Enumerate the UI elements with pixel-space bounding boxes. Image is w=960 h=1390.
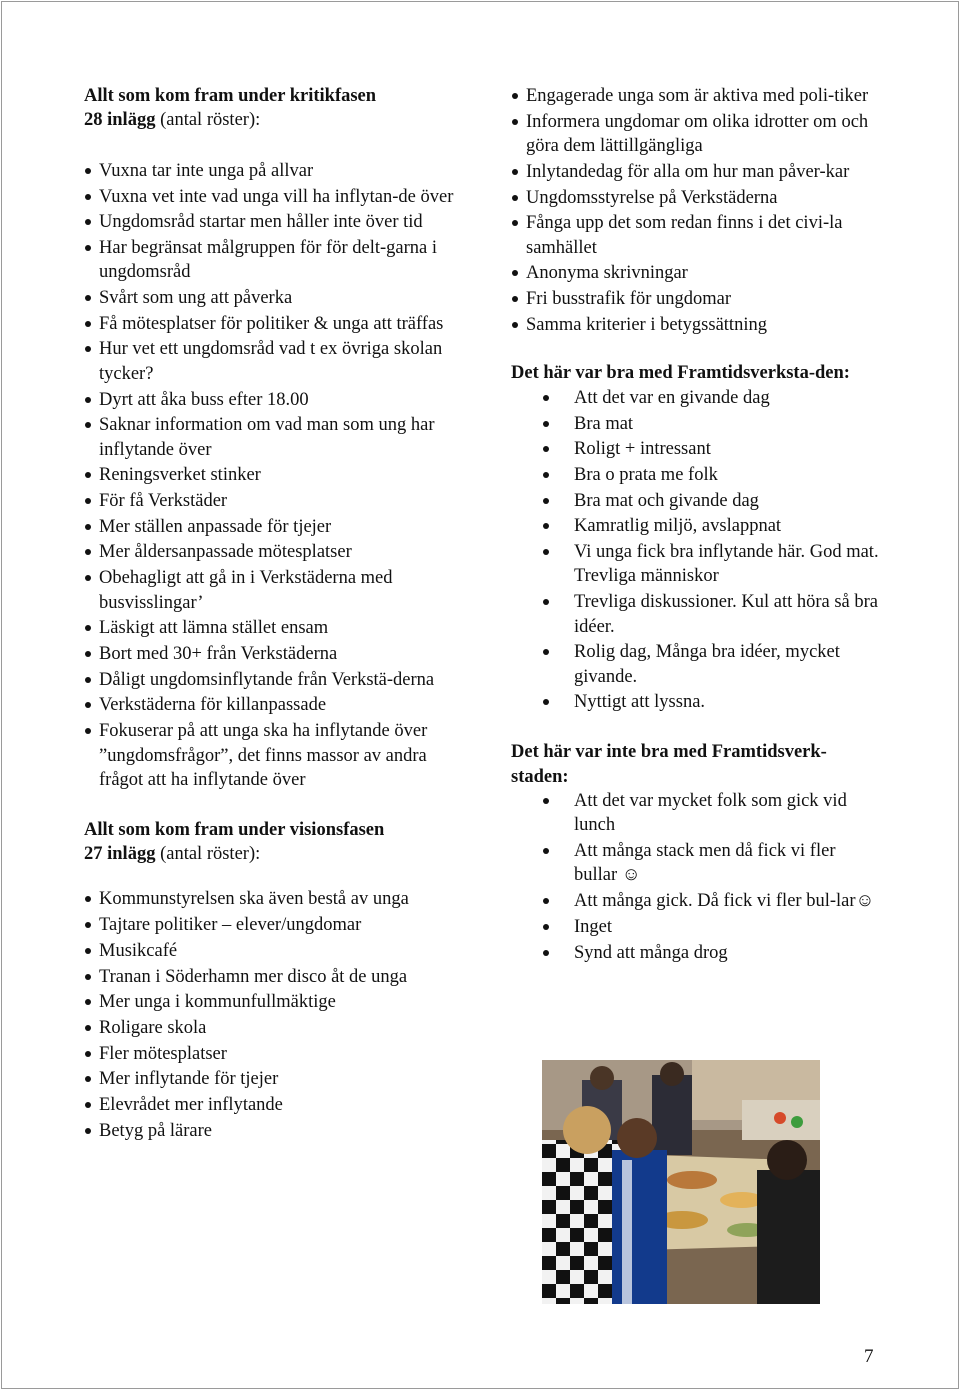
- critique-heading: Allt som kom fram under kritikfasen: [84, 86, 377, 106]
- critique-count: 28 inlägg (antal röster):: [84, 110, 261, 131]
- list-item: Roligt + intressant: [511, 437, 883, 461]
- list-item: Vuxna vet inte vad unga vill ha inflytan-de över: [84, 185, 456, 209]
- list-item: Hur vet ett ungdomsråd vad t ex övriga skolan tycker?: [84, 337, 456, 386]
- list-item: Bra mat: [511, 412, 883, 436]
- vision-heading: Allt som kom fram under visionsfasen: [84, 819, 385, 840]
- list-item: Mer inflytande för tjejer: [84, 1067, 456, 1091]
- list-item: Bra mat och givande dag: [511, 489, 883, 513]
- list-item: Samma kriterier i betygssättning: [511, 313, 883, 337]
- list-item: Att många gick. Då fick vi fler bul-lar☺: [511, 889, 883, 913]
- list-item: Att det var en givande dag: [511, 386, 883, 410]
- list-item: Att det var mycket folk som gick vid lunch: [511, 789, 883, 838]
- list-item: Fler mötesplatser: [84, 1042, 456, 1066]
- list-item: Kamratlig miljö, avslappnat: [511, 514, 883, 538]
- list-item: Trevliga diskussioner. Kul att höra så bra idéer.: [511, 590, 883, 639]
- list-item: Dåligt ungdomsinflytande från Verkstä-derna: [84, 668, 456, 692]
- list-item: Mer ställen anpassade för tjejer: [84, 515, 456, 539]
- bad-list: [511, 789, 883, 965]
- list-item: Obehagligt att gå in i Verkstäderna med busvisslingar’: [84, 566, 456, 615]
- list-item: Dyrt att åka buss efter 18.00: [84, 388, 456, 412]
- list-item: Mer åldersanpassade mötesplatser: [84, 540, 456, 564]
- list-item: Engagerade unga som är aktiva med poli-tiker: [511, 84, 883, 108]
- list-item: Fokuserar på att unga ska ha inflytande över ”ungdomsfrågor”, det finns massor av andra frågot att ha inflytande över: [84, 719, 456, 792]
- list-item: Läskigt att lämna stället ensam: [84, 616, 456, 640]
- good-list: [511, 386, 883, 715]
- list-item: Rolig dag, Många bra idéer, mycket givande.: [511, 640, 883, 689]
- list-item: Inget: [511, 915, 883, 939]
- event-photo: [542, 1060, 820, 1304]
- list-item: Roligare skola: [84, 1016, 456, 1040]
- list-item: Få mötesplatser för politiker & unga att träffas: [84, 312, 456, 336]
- page-number: 7: [864, 1346, 874, 1367]
- list-item: Att många stack men då fick vi fler bullar ☺: [511, 839, 883, 888]
- vision-count: 27 inlägg (antal röster):: [84, 844, 261, 865]
- list-item: Har begränsat målgruppen för för delt-garna i ungdomsråd: [84, 236, 456, 285]
- list-item: Fri busstrafik för ungdomar: [511, 287, 883, 311]
- list-item: Betyg på lärare: [84, 1119, 456, 1143]
- bad-heading: Det här var inte bra med Framtidsverk-staden:: [511, 742, 827, 787]
- list-item: Elevrådet mer inflytande: [84, 1093, 456, 1117]
- list-item: Reningsverket stinker: [84, 463, 456, 487]
- left-column: [84, 84, 456, 1144]
- list-item: Mer unga i kommunfullmäktige: [84, 990, 456, 1014]
- list-item: Tranan i Söderhamn mer disco åt de unga: [84, 965, 456, 989]
- list-item: Ungdomsstyrelse på Verkstäderna: [511, 186, 883, 210]
- list-item: Nyttigt att lyssna.: [511, 690, 883, 714]
- good-heading: Det här var bra med Framtidsverksta-den:: [511, 363, 850, 384]
- list-item: Fånga upp det som redan finns i det civi-la samhället: [511, 211, 883, 260]
- list-item: Svårt som ung att påverka: [84, 286, 456, 310]
- vision-list: [84, 887, 456, 1143]
- list-item: Tajtare politiker – elever/ungdomar: [84, 913, 456, 937]
- right-column: [511, 84, 883, 966]
- list-item: Bort med 30+ från Verkstäderna: [84, 642, 456, 666]
- list-item: Vi unga fick bra inflytande här. God mat. Trevliga människor: [511, 540, 883, 589]
- list-item: Ungdomsråd startar men håller inte över tid: [84, 210, 456, 234]
- list-item: Synd att många drog: [511, 941, 883, 965]
- list-item: Inlytandedag för alla om hur man påver-kar: [511, 160, 883, 184]
- list-item: Musikcafé: [84, 939, 456, 963]
- list-item: Informera ungdomar om olika idrotter om och göra dem lättillgängliga: [511, 110, 883, 159]
- list-item: Vuxna tar inte unga på allvar: [84, 159, 456, 183]
- vision-list-continued: [511, 84, 883, 337]
- list-item: För få Verkstäder: [84, 489, 456, 513]
- list-item: Kommunstyrelsen ska även bestå av unga: [84, 887, 456, 911]
- list-item: Verkstäderna för killanpassade: [84, 693, 456, 717]
- list-item: Saknar information om vad man som ung har inflytande över: [84, 413, 456, 462]
- critique-list: [84, 159, 456, 793]
- list-item: Anonyma skrivningar: [511, 261, 883, 285]
- list-item: Bra o prata me folk: [511, 463, 883, 487]
